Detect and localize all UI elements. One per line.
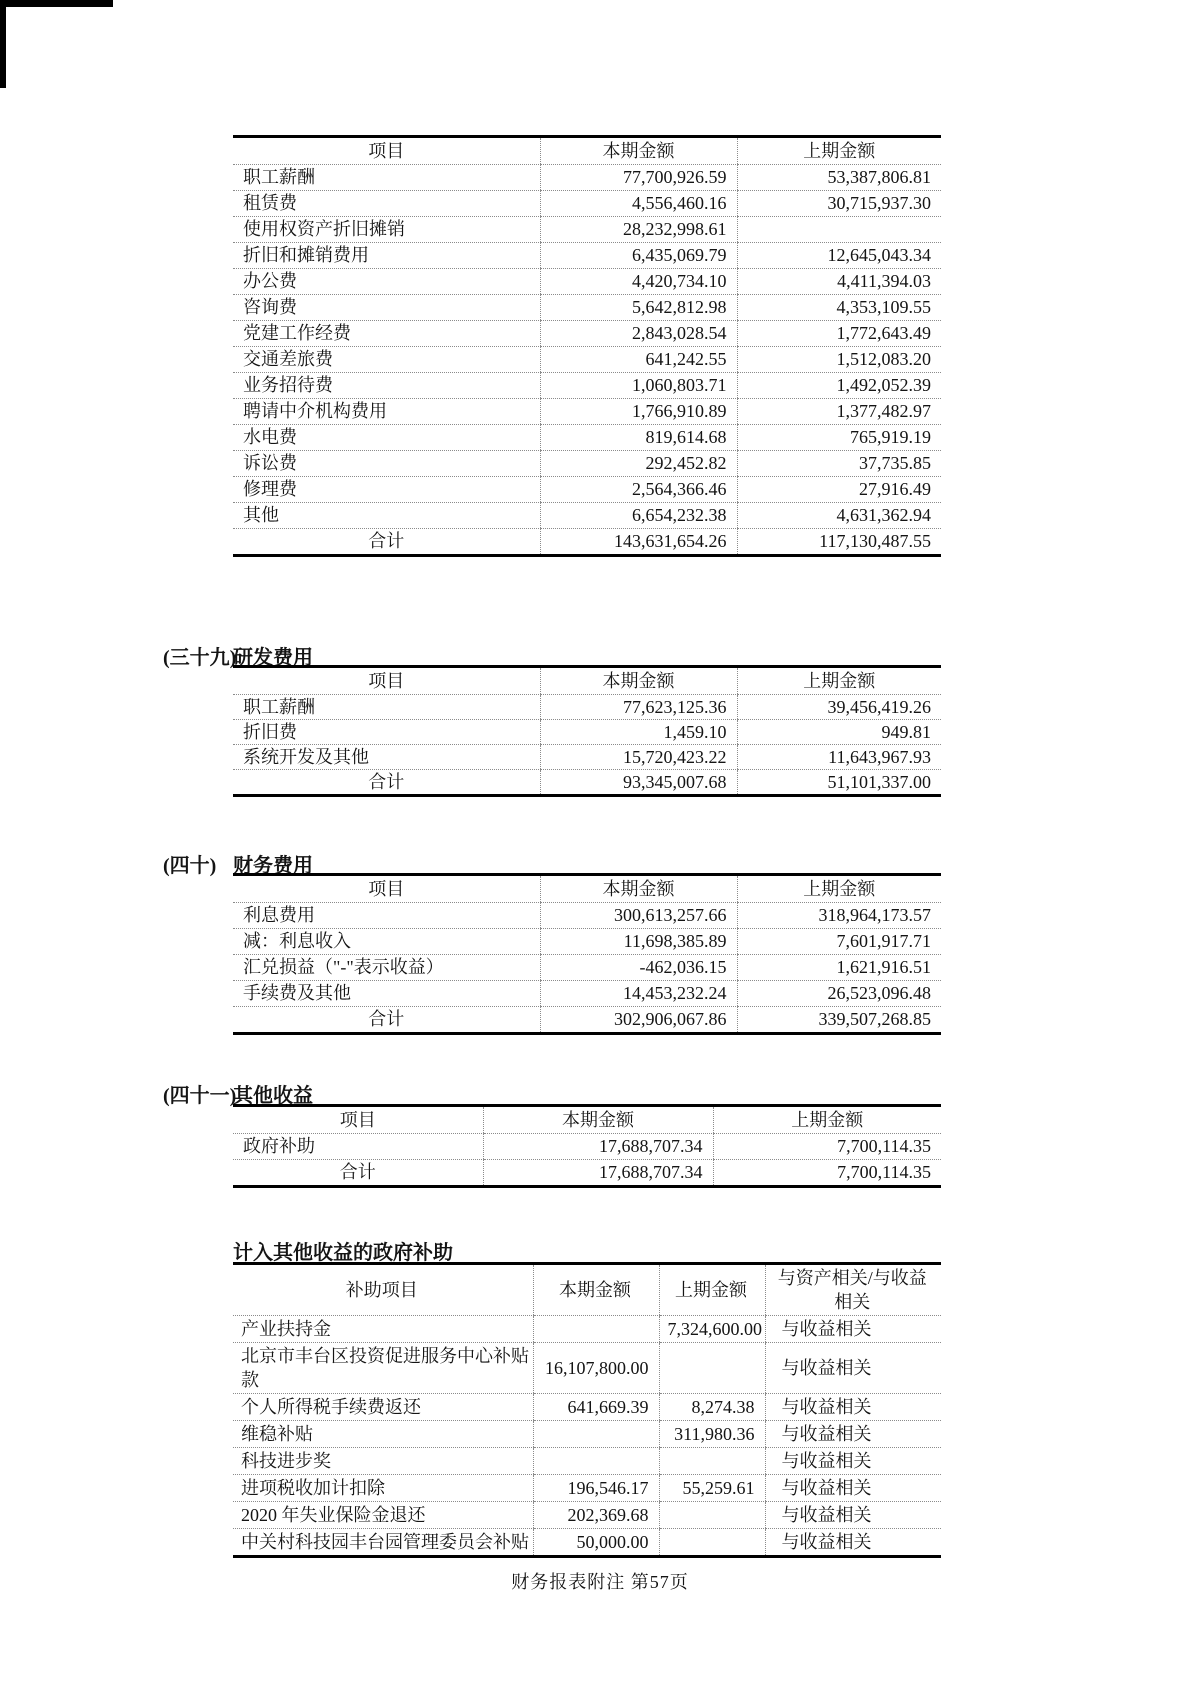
table-cell: 39,456,419.26 <box>737 695 941 720</box>
table-cell: 7,601,917.71 <box>737 929 941 955</box>
table-cell: 业务招待费 <box>233 373 540 399</box>
table-cell: 93,345,007.68 <box>540 770 737 796</box>
column-header: 项目 <box>233 137 540 165</box>
table-cell: 职工薪酬 <box>233 695 540 720</box>
column-header: 上期金额 <box>737 137 941 165</box>
table-row <box>233 295 941 321</box>
table-cell: 北京市丰台区投资促进服务中心补贴款 <box>233 1343 533 1394</box>
table-row <box>233 425 941 451</box>
column-header: 本期金额 <box>540 875 737 903</box>
table-cell: 聘请中介机构费用 <box>233 399 540 425</box>
table-cell: 与收益相关 <box>765 1421 941 1448</box>
gov-subsidy-heading: 计入其他收益的政府补助 <box>233 1242 453 1264</box>
table-cell: 7,324,600.00 <box>659 1316 765 1343</box>
table-cell: 维稳补贴 <box>233 1421 533 1448</box>
table-cell: 与收益相关 <box>765 1316 941 1343</box>
table-cell: 53,387,806.81 <box>737 165 941 191</box>
table-cell: 5,642,812.98 <box>540 295 737 321</box>
table-cell: 与收益相关 <box>765 1448 941 1475</box>
table-cell: 咨询费 <box>233 295 540 321</box>
gov-subsidy-table <box>233 1262 941 1558</box>
section-title: 研发费用 <box>233 647 313 669</box>
table-cell: 14,453,232.24 <box>540 981 737 1007</box>
table-row <box>233 503 941 529</box>
table-cell <box>533 1316 659 1343</box>
column-header: 项目 <box>233 875 540 903</box>
finance-expense-table <box>233 873 941 1035</box>
table-row <box>233 243 941 269</box>
table-cell <box>737 217 941 243</box>
column-header: 项目 <box>233 1106 483 1134</box>
page-footer: 财务报表附注 第57页 <box>511 1572 689 1592</box>
header-row <box>233 1106 941 1134</box>
header-row <box>233 667 941 695</box>
table-row <box>233 1448 941 1475</box>
table-cell: 办公费 <box>233 269 540 295</box>
column-header: 本期金额 <box>540 667 737 695</box>
table-cell: 819,614.68 <box>540 425 737 451</box>
section-title: 其他收益 <box>233 1085 313 1107</box>
table-cell: 17,688,707.34 <box>483 1160 713 1187</box>
table-row <box>233 720 941 745</box>
table-row <box>233 981 941 1007</box>
total-row <box>233 1007 941 1034</box>
table-cell <box>659 1529 765 1557</box>
section-title: 财务费用 <box>233 855 313 877</box>
table-cell: 7,700,114.35 <box>713 1160 941 1187</box>
table-cell: 职工薪酬 <box>233 165 540 191</box>
table-cell: 30,715,937.30 <box>737 191 941 217</box>
table-cell: 765,919.19 <box>737 425 941 451</box>
table-cell: 37,735.85 <box>737 451 941 477</box>
table-cell: 产业扶持金 <box>233 1316 533 1343</box>
table-cell: 利息费用 <box>233 903 540 929</box>
table-cell: 4,411,394.03 <box>737 269 941 295</box>
table-cell: 科技进步奖 <box>233 1448 533 1475</box>
header-row <box>233 875 941 903</box>
table-cell: 11,698,385.89 <box>540 929 737 955</box>
table-cell: 4,556,460.16 <box>540 191 737 217</box>
table-cell: 修理费 <box>233 477 540 503</box>
column-header: 项目 <box>233 667 540 695</box>
table-cell <box>659 1343 765 1394</box>
table-cell: 26,523,096.48 <box>737 981 941 1007</box>
table-cell: 与收益相关 <box>765 1475 941 1502</box>
table-cell: 与收益相关 <box>765 1343 941 1394</box>
header-row <box>233 1264 941 1316</box>
table-cell: 339,507,268.85 <box>737 1007 941 1034</box>
table-row <box>233 955 941 981</box>
table-cell: 进项税收加计扣除 <box>233 1475 533 1502</box>
table-cell: 其他 <box>233 503 540 529</box>
table-cell: 个人所得税手续费返还 <box>233 1394 533 1421</box>
table-row <box>233 191 941 217</box>
table-cell <box>533 1448 659 1475</box>
table-row <box>233 217 941 243</box>
table-cell: 党建工作经费 <box>233 321 540 347</box>
table-row <box>233 269 941 295</box>
table-cell: 2,564,366.46 <box>540 477 737 503</box>
table-cell: 4,420,734.10 <box>540 269 737 295</box>
table-cell: 使用权资产折旧摊销 <box>233 217 540 243</box>
column-header: 本期金额 <box>533 1264 659 1316</box>
table-cell: 1,621,916.51 <box>737 955 941 981</box>
table-cell: 77,700,926.59 <box>540 165 737 191</box>
table-row <box>233 745 941 770</box>
table-cell: 1,766,910.89 <box>540 399 737 425</box>
table-cell: 7,700,114.35 <box>713 1134 941 1160</box>
table-cell: 1,492,052.39 <box>737 373 941 399</box>
table-cell: 合计 <box>339 1162 376 1182</box>
table-cell: 300,613,257.66 <box>540 903 737 929</box>
table-cell: 77,623,125.36 <box>540 695 737 720</box>
table-row <box>233 1529 941 1557</box>
table-cell: 中关村科技园丰台园管理委员会补贴 <box>241 1532 529 1552</box>
table-cell <box>659 1502 765 1529</box>
table-cell: 4,631,362.94 <box>737 503 941 529</box>
table-cell: 诉讼费 <box>233 451 540 477</box>
table-row <box>233 477 941 503</box>
table-row <box>233 1475 941 1502</box>
table-cell: 27,916.49 <box>737 477 941 503</box>
table-row <box>233 399 941 425</box>
table-cell: 水电费 <box>233 425 540 451</box>
table-cell: -462,036.15 <box>540 955 737 981</box>
table-cell: 与收益相关 <box>765 1502 941 1529</box>
table-row <box>233 903 941 929</box>
column-header: 与资产相关/与收益相关 <box>765 1264 941 1316</box>
table-cell: 12,645,043.34 <box>737 243 941 269</box>
table-cell: 1,772,643.49 <box>737 321 941 347</box>
admin-expense-table <box>233 135 941 557</box>
table-cell: 202,369.68 <box>533 1502 659 1529</box>
table-cell: 手续费及其他 <box>233 981 540 1007</box>
section-number: (四十) <box>163 855 217 877</box>
table-cell: 143,631,654.26 <box>540 529 737 556</box>
table-cell: 汇兑损益（"-"表示收益） <box>233 955 540 981</box>
table-row <box>233 451 941 477</box>
total-row <box>233 529 941 556</box>
table-cell: 系统开发及其他 <box>233 745 540 770</box>
column-header: 上期金额 <box>737 667 941 695</box>
column-header: 补助项目 <box>233 1264 533 1316</box>
table-row <box>233 695 941 720</box>
table-row <box>233 1394 941 1421</box>
table-cell: 8,274.38 <box>659 1394 765 1421</box>
table-cell: 与收益相关 <box>765 1394 941 1421</box>
table-cell: 租赁费 <box>233 191 540 217</box>
table-cell: 与收益相关 <box>765 1529 941 1557</box>
table-cell: 2020 年失业保险金退还 <box>233 1502 533 1529</box>
table-cell: 11,643,967.93 <box>737 745 941 770</box>
table-cell <box>533 1421 659 1448</box>
table-cell <box>659 1448 765 1475</box>
column-header: 本期金额 <box>483 1106 713 1134</box>
table-cell: 949.81 <box>737 720 941 745</box>
column-header: 上期金额 <box>659 1264 765 1316</box>
table-cell: 交通差旅费 <box>233 347 540 373</box>
table-row <box>233 1134 941 1160</box>
table-cell: 51,101,337.00 <box>737 770 941 796</box>
table-cell: 4,353,109.55 <box>737 295 941 321</box>
table-cell: 28,232,998.61 <box>540 217 737 243</box>
table-cell: 2,843,028.54 <box>540 321 737 347</box>
scan-artifact-top <box>0 0 113 7</box>
table-row <box>233 347 941 373</box>
table-cell: 折旧和摊销费用 <box>233 243 540 269</box>
total-row <box>233 770 941 796</box>
scan-artifact-left <box>0 0 6 88</box>
table-row <box>233 165 941 191</box>
header-row <box>233 137 941 165</box>
table-cell: 折旧费 <box>233 720 540 745</box>
table-row <box>233 321 941 347</box>
table-cell: 302,906,067.86 <box>540 1007 737 1034</box>
table-cell: 6,654,232.38 <box>540 503 737 529</box>
table-cell: 政府补助 <box>233 1134 483 1160</box>
table-cell: 196,546.17 <box>533 1475 659 1502</box>
table-cell: 318,964,173.57 <box>737 903 941 929</box>
table-cell: 16,107,800.00 <box>533 1343 659 1394</box>
table-cell: 合计 <box>368 531 405 551</box>
table-cell: 50,000.00 <box>533 1529 659 1557</box>
table-cell: 1,060,803.71 <box>540 373 737 399</box>
table-cell: 6,435,069.79 <box>540 243 737 269</box>
other-income-table <box>233 1104 941 1188</box>
table-cell: 合计 <box>368 1009 405 1029</box>
table-cell: 1,512,083.20 <box>737 347 941 373</box>
column-header: 本期金额 <box>540 137 737 165</box>
table-row <box>233 373 941 399</box>
column-header: 上期金额 <box>737 875 941 903</box>
table-cell: 311,980.36 <box>659 1421 765 1448</box>
section-number: (四十一) <box>163 1085 237 1107</box>
table-row <box>233 1343 941 1394</box>
table-cell: 1,377,482.97 <box>737 399 941 425</box>
rd-expense-table <box>233 665 941 797</box>
table-cell: 641,669.39 <box>533 1394 659 1421</box>
table-row <box>233 1502 941 1529</box>
table-row <box>233 929 941 955</box>
table-cell: 117,130,487.55 <box>737 529 941 556</box>
table-cell: 641,242.55 <box>540 347 737 373</box>
table-row <box>233 1316 941 1343</box>
table-cell: 292,452.82 <box>540 451 737 477</box>
column-header: 上期金额 <box>713 1106 941 1134</box>
table-cell: 减：利息收入 <box>233 929 540 955</box>
table-cell: 15,720,423.22 <box>540 745 737 770</box>
total-row <box>233 1160 941 1187</box>
table-cell: 17,688,707.34 <box>483 1134 713 1160</box>
table-cell: 1,459.10 <box>540 720 737 745</box>
table-cell: 55,259.61 <box>659 1475 765 1502</box>
table-row <box>233 1421 941 1448</box>
table-cell: 合计 <box>368 772 405 792</box>
section-number: (三十九) <box>163 647 237 669</box>
